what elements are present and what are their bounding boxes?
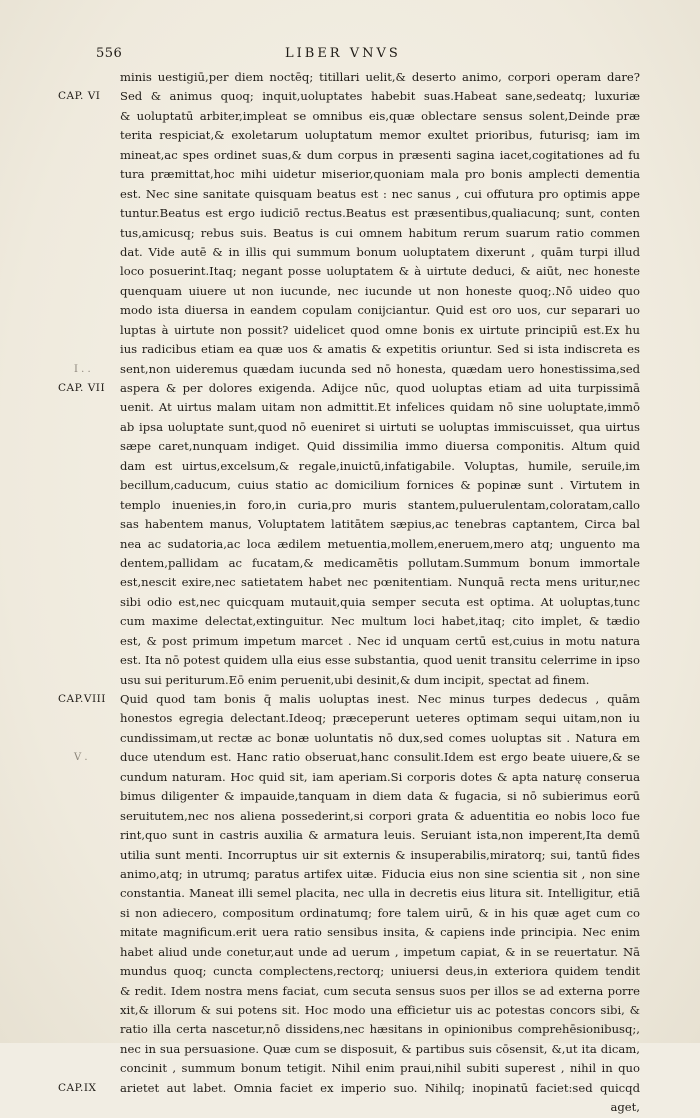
- text-line: nec in sua persuasione. Quæ cum se disposuit, & partibus suis cōsensit, &,ut ita dicam,: [120, 1041, 640, 1056]
- text-line: rint,quo sunt in castris auxilia & armatura leuis. Seruiant ista,non imperent,Ita demū: [120, 828, 640, 843]
- text-line: usu sui periturum.Eō enim peruenit,ubi desinit,& dum incipit, spectat ad finem.: [120, 672, 590, 687]
- running-title: LIBER VNVS: [285, 46, 401, 61]
- text-line: modo ista diuersa in eandem copulam conijciantur. Quid est oro uos, cur separari uo: [120, 303, 640, 318]
- chapter-marker-8: CAP.VIII: [58, 693, 106, 705]
- chapter-marker-6: CAP. VI: [58, 90, 101, 103]
- text-line: si non adiecero, compositum ordinatumq; fore talem uirū, & in his quæ aget cum co: [120, 905, 640, 920]
- text-line: CAP. VI Sed & animus quoq; inquit,uoluptates habebit suas.Habeat sane,sedeatq; luxuriæ: [120, 87, 640, 106]
- text-line: ius radicibus etiam ea quæ uos & amatis & expetitis oriuntur. Sed si ista indiscreta es: [120, 342, 640, 357]
- text-line: & redit. Idem nostra mens faciat, cum secuta sensus suos per illos se ad externa porre: [120, 983, 640, 998]
- catchword: aget,: [610, 1100, 640, 1115]
- margin-mark: V .: [74, 752, 88, 764]
- text-line: animo,atq; in utrumq; paratus artifex uitæ. Fiducia eius non sine scientia sit , non sine: [120, 866, 640, 881]
- text-line: tura præmittat,hoc mihi uidetur miserior,quoniam mala pro bonis amplecti dementia: [120, 167, 640, 182]
- text-line: honestos egregia delectant.Ideoq; præceperunt ueteres optimam sequi uitam,non iu: [120, 711, 640, 726]
- text-line: cundum naturam. Hoc quid sit, iam aperiam.Si corporis dotes & apta naturę conserua: [120, 769, 640, 784]
- text-line: utilia sunt menti. Incorruptus uir sit externis & insuperabilis,miratorq; sui, tantū fides: [120, 847, 640, 862]
- text-line: sæpe caret,nunquam indiget. Quid dissimilia immo diuersa componitis. Altum quid: [120, 439, 640, 454]
- text-line: est,nescit exire,nec satietatem habet nec pœnitentiam. Nunquā recta mens uritur,nec: [120, 575, 640, 590]
- text-line: ratio illa certa nascetur,nō dissidens,nec hæsitans in opinionibus comprehēsionibusq;,: [120, 1022, 640, 1037]
- text-line: terita respiciat,& exoletarum uoluptatum memor exultet prioribus, futurisq; iam im: [120, 128, 640, 143]
- text-line: dam est uirtus,excelsum,& regale,inuictū,infatigabile. Voluptas, humile, seruile,im: [120, 458, 640, 473]
- text-block: [58, 68, 640, 1118]
- text-line: est. Nec sine sanitate quisquam beatus est : nec sanus , cui offutura pro optimis appe: [120, 186, 640, 201]
- text-line: constantia. Maneat illi semel placita, nec ulla in decretis eius litura sit. Intelligitur, etiā: [120, 886, 640, 901]
- text-line: & uoluptatū arbiter,impleat se omnibus eis,quæ oblectare sensus solent,Deinde præ: [120, 108, 640, 123]
- running-header: [0, 46, 700, 66]
- text-line: CAP.VIII Quid quod tam bonis q̄ malis uoluptas inest. Nec minus turpes dedecus , quām: [120, 690, 640, 709]
- text-line: est. Ita nō potest quidem ulla eius esse substantia, quod uenit transitu celerrime in ipso: [120, 653, 640, 668]
- text-line: loco posuerint.Itaq; negant posse uoluptatem & à uirtute deduci, & aiūt, nec honeste: [120, 264, 640, 279]
- text-line: minis uestigiū,per diem noctēq; titillari uelit,& deserto animo, corpori operam dare?: [120, 70, 640, 84]
- text-line: cundissimam,ut rectæ ac bonæ uoluntatis nō dux,sed comes uoluptas sit . Natura em: [120, 730, 640, 745]
- text-line: CAP.IX arietet aut labet. Omnia faciet ex imperio suo. Nihilq; inopinatū faciet:sed quicqd: [120, 1079, 640, 1098]
- text-line: templo inuenies,in foro,in curia,pro muris stantem,puluerulentam,coloratam,callo: [120, 497, 640, 512]
- margin-mark: I . .: [74, 363, 91, 375]
- text-line: xit,& illorum & sui potens sit. Hoc modo una efficietur uis ac potestas concors sibi, &: [120, 1003, 640, 1017]
- text-line: cum maxime delectat,extinguitur. Nec multum loci habet,itaq; cito implet, & tædio: [120, 614, 640, 629]
- text-line: tuntur.Beatus est ergo iudiciō rectus.Beatus est præsentibus,qualiacunq; sunt, conten: [120, 206, 640, 221]
- text-line: mitate magnificum.erit uera ratio sensibus insita, & capiens inde principia. Nec enim: [120, 925, 640, 940]
- text-line: CAP. VII aspera & per dolores exigenda. Adijce nūc, quod uoluptas etiam ad uita turpissimā: [120, 379, 640, 398]
- text-line: sibi odio est,nec quicquam mutauit,quia semper secuta est optima. At uoluptas,tunc: [120, 594, 640, 609]
- text-line: quenquam uiuere ut non iucunde, nec iucunde ut non honeste quoq;.Nō uideo quo: [120, 283, 640, 298]
- text-line: mundus quoq; cuncta complectens,rectorq; uniuersi deus,in exteriora quidem tendit: [120, 964, 640, 979]
- text-line: V . duce utendum est. Hanc ratio obseruat,hanc consulit.Idem est ergo beate uiuere,& se: [120, 748, 640, 767]
- text-line: seruitutem,nec nos aliena possederint,si corpori grata & aduentitia eo nobis loco fue: [120, 808, 640, 823]
- text-line: ab ipsa uoluptate sunt,quod nō eueniret si uirtuti se uoluptas immiscuisset, qua uirtus: [120, 419, 640, 434]
- text-line: tus,amicusq; rebus suis. Beatus is cui omnem habitum rerum suarum ratio commen: [120, 225, 640, 240]
- text-line: mineat,ac spes ordinet suas,& dum corpus in præsenti sagina iacet,cogitationes ad fu: [120, 147, 640, 162]
- text-line: becillum,caducum, cuius statio ac domicilium fornices & popinæ sunt . Virtutem in: [120, 478, 640, 493]
- text-line: sas habentem manus, Voluptatem latitātem sæpius,ac tenebras captantem, Circa bal: [120, 517, 640, 532]
- text-line: concinit , summum bonum tetigit. Nihil enim praui,nihil subiti superest , nihil in quo: [120, 1061, 640, 1076]
- text-line: I . . sent,non uideremus quædam iucunda sed nō honesta, quædam uero honestissima,sed: [120, 360, 640, 379]
- text-line: est, & post primum impetum marcet . Nec id unquam certū est,cuius in motu natura: [120, 633, 640, 648]
- chapter-marker-9: CAP.IX: [58, 1081, 97, 1094]
- text-line: habet aliud unde conetur,aut unde ad uerum , impetum capiat, & in se reuertatur. Nā: [120, 944, 640, 959]
- text-line: nea ac sudatoria,ac loca ædilem metuentia,mollem,eneruem,mero atq; unguento ma: [120, 536, 640, 551]
- page-number: 556: [96, 46, 123, 61]
- chapter-marker-7: CAP. VII: [58, 382, 106, 394]
- text-line: bimus diligenter & impauide,tanquam in diem data & fugacia, si nō subierimus eorū: [120, 789, 640, 804]
- text-line: luptas à uirtute non possit? uidelicet quod omne bonis ex uirtute principiū est.Ex hu: [120, 322, 640, 337]
- text-line: uenit. At uirtus malam uitam non admittit.Et infelices quidam nō sine uoluptate,immō: [120, 400, 640, 415]
- text-line: dentem,pallidam ac fucatam,& medicamētis pollutam.Summum bonum immortale: [120, 555, 640, 570]
- text-line: dat. Vide autē & in illis qui summum bonum uoluptatem dixerunt , quām turpi illud: [120, 244, 640, 259]
